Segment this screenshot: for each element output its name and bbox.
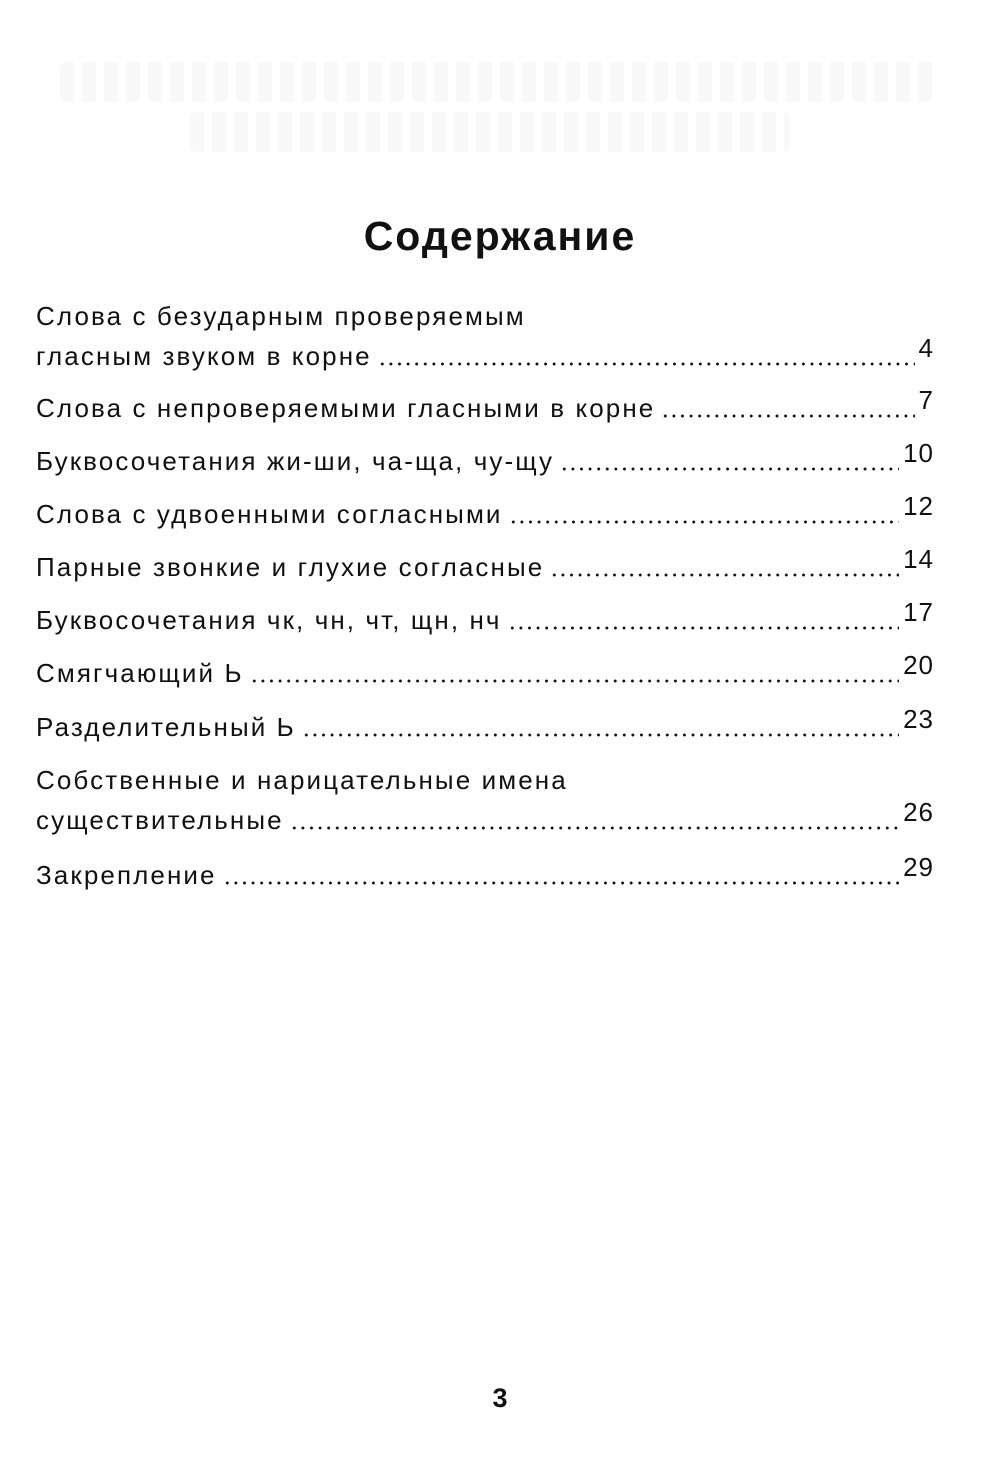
toc-entry-title: Смягчающий Ь: [36, 658, 244, 688]
toc-entry-title-line1: Собственные и нарицательные имена: [36, 765, 568, 795]
show-through-text: [190, 112, 790, 152]
toc-entry[interactable]: [36, 760, 934, 840]
dot-leader: [550, 573, 899, 577]
dot-leader: [378, 362, 915, 366]
toc-entry[interactable]: [36, 438, 934, 481]
toc-entry[interactable]: [36, 704, 934, 747]
dot-leader: [509, 520, 900, 524]
toc-entry-title: Буквосочетания жи-ши, ча-ща, чу-щу: [36, 446, 555, 476]
dot-leader: [250, 679, 899, 683]
toc-page-number: 20: [903, 650, 934, 680]
toc-entry-title: гласным звуком в корне: [36, 341, 372, 371]
toc-entry[interactable]: [36, 491, 934, 534]
toc-entry[interactable]: [36, 852, 934, 895]
page-number: 3: [492, 1383, 508, 1413]
toc-entry[interactable]: [36, 296, 934, 376]
dot-leader: [223, 881, 899, 885]
toc-page-number: 12: [903, 491, 934, 521]
toc-entry-title: Разделительный Ь: [36, 712, 296, 742]
toc-page-number: 10: [903, 438, 934, 468]
toc-entry-title: Слова с непроверяемыми гласными в корне: [36, 393, 656, 423]
toc-page-number: 17: [903, 597, 934, 627]
toc-page-number: 7: [918, 385, 934, 415]
toc-entry[interactable]: [36, 544, 934, 587]
toc-page-number: 23: [903, 704, 934, 734]
toc-entry-title: Закрепление: [36, 860, 217, 890]
toc-entry[interactable]: [36, 650, 934, 693]
toc-entry-title-line1: Слова с безударным проверяемым: [36, 301, 526, 331]
toc-page-number: 4: [918, 333, 934, 363]
toc-entry[interactable]: [36, 385, 934, 428]
toc-entry-title: Парные звонкие и глухие согласные: [36, 552, 545, 582]
dot-leader: [661, 414, 914, 418]
dot-leader: [302, 733, 899, 737]
toc-entry-title: Слова с удвоенными согласными: [36, 499, 503, 529]
toc-page-number: 14: [903, 544, 934, 574]
show-through-text: [60, 62, 940, 102]
page-title: Содержание: [363, 213, 637, 259]
toc-entry-title: Буквосочетания чк, чн, чт, щн, нч: [36, 605, 502, 635]
toc-page-number: 26: [903, 797, 934, 827]
dot-leader: [508, 626, 900, 630]
dot-leader: [560, 467, 899, 471]
toc-entry-title: существительные: [36, 805, 284, 835]
toc-page-number: 29: [903, 852, 934, 882]
dot-leader: [290, 826, 899, 830]
toc-entry[interactable]: [36, 597, 934, 640]
